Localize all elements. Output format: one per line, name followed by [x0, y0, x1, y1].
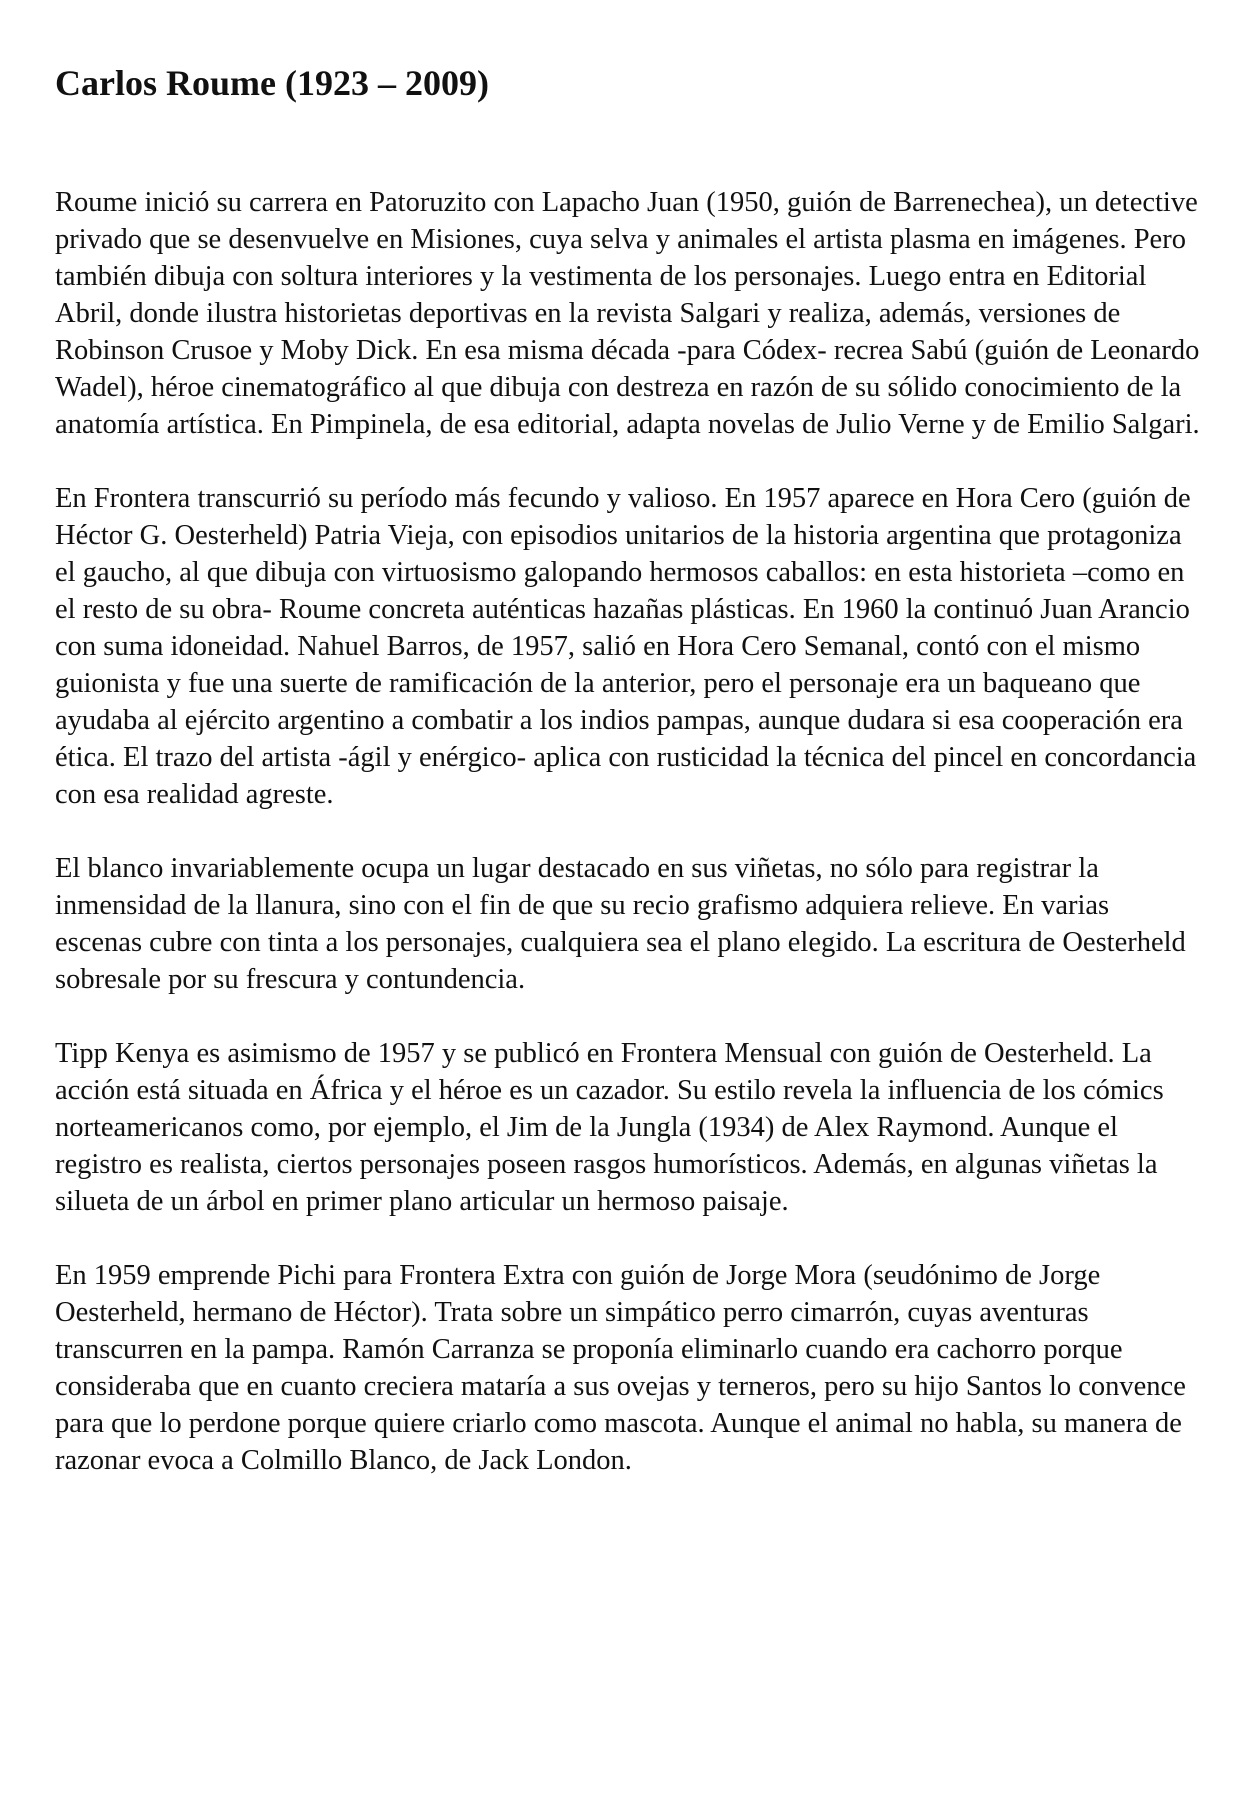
document-page	[55, 62, 1200, 1516]
paragraph-tipp-kenya: Tipp Kenya es asimismo de 1957 y se publicó en Frontera Mensual con guión de Oesterheld. La acción está situada en África y el héroe es un cazador. Su estilo revela la influencia de los cómics norteamericanos como, por ejemplo, el Jim de la Jungla (1934) de Alex Raymond. Aunque el registro es realista, ciertos personajes poseen rasgos humorísticos. Además, en algunas viñetas la silueta de un árbol en primer plano articular un hermoso paisaje.	[55, 1038, 1164, 1217]
page-title: Carlos Roume (1923 – 2009)	[55, 63, 489, 103]
paragraph-white-space: El blanco invariablemente ocupa un lugar destacado en sus viñetas, no sólo para registrar la inmensidad de la llanura, sino con el fin de que su recio grafismo adquiera relieve. En varias escenas cubre con tinta a los personajes, cualquiera sea el plano elegido. La escritura de Oesterheld sobresale por su frescura y contundencia.	[55, 853, 1186, 995]
paragraph-pichi: En 1959 emprende Pichi para Frontera Extra con guión de Jorge Mora (seudónimo de Jorge Oesterheld, hermano de Héctor). Trata sobre un simpático perro cimarrón, cuyas aventuras transcurren en la pampa. Ramón Carranza se proponía eliminarlo cuando era cachorro porque consideraba que en cuanto creciera mataría a sus ovejas y terneros, pero su hijo Santos lo convence para que lo perdone porque quiere criarlo como mascota. Aunque el animal no habla, su manera de razonar evoca a Colmillo Blanco, de Jack London.	[55, 1260, 1186, 1476]
paragraph-early-career: Roume inició su carrera en Patoruzito con Lapacho Juan (1950, guión de Barrenechea), un detective privado que se desenvuelve en Misiones, cuya selva y animales el artista plasma en imágenes. Pero también dibuja con soltura interiores y la vestimenta de los personajes. Luego entra en Editorial Abril, donde ilustra historietas deportivas en la revista Salgari y realiza, además, versiones de Robinson Crusoe y Moby Dick. En esa misma década -para Códex- recrea Sabú (guión de Leonardo Wadel), héroe cinematográfico al que dibuja con destreza en razón de su sólido conocimiento de la anatomía artística. En Pimpinela, de esa editorial, adapta novelas de Julio Verne y de Emilio Salgari.	[55, 187, 1200, 440]
paragraph-frontera-period: En Frontera transcurrió su período más fecundo y valioso. En 1957 aparece en Hora Cero (guión de Héctor G. Oesterheld) Patria Vieja, con episodios unitarios de la historia argentina que protagoniza el gaucho, al que dibuja con virtuosismo galopando hermosos caballos: en esta historieta –como en el resto de su obra- Roume concreta auténticas hazañas plásticas. En 1960 la continuó Juan Arancio con suma idoneidad. Nahuel Barros, de 1957, salió en Hora Cero Semanal, contó con el mismo guionista y fue una suerte de ramificación de la anterior, pero el personaje era un baqueano que ayudaba al ejército argentino a combatir a los indios pampas, aunque dudara si esa cooperación era ética. El trazo del artista -ágil y enérgico- aplica con rusticidad la técnica del pincel en concordancia con esa realidad agreste.	[55, 483, 1197, 810]
